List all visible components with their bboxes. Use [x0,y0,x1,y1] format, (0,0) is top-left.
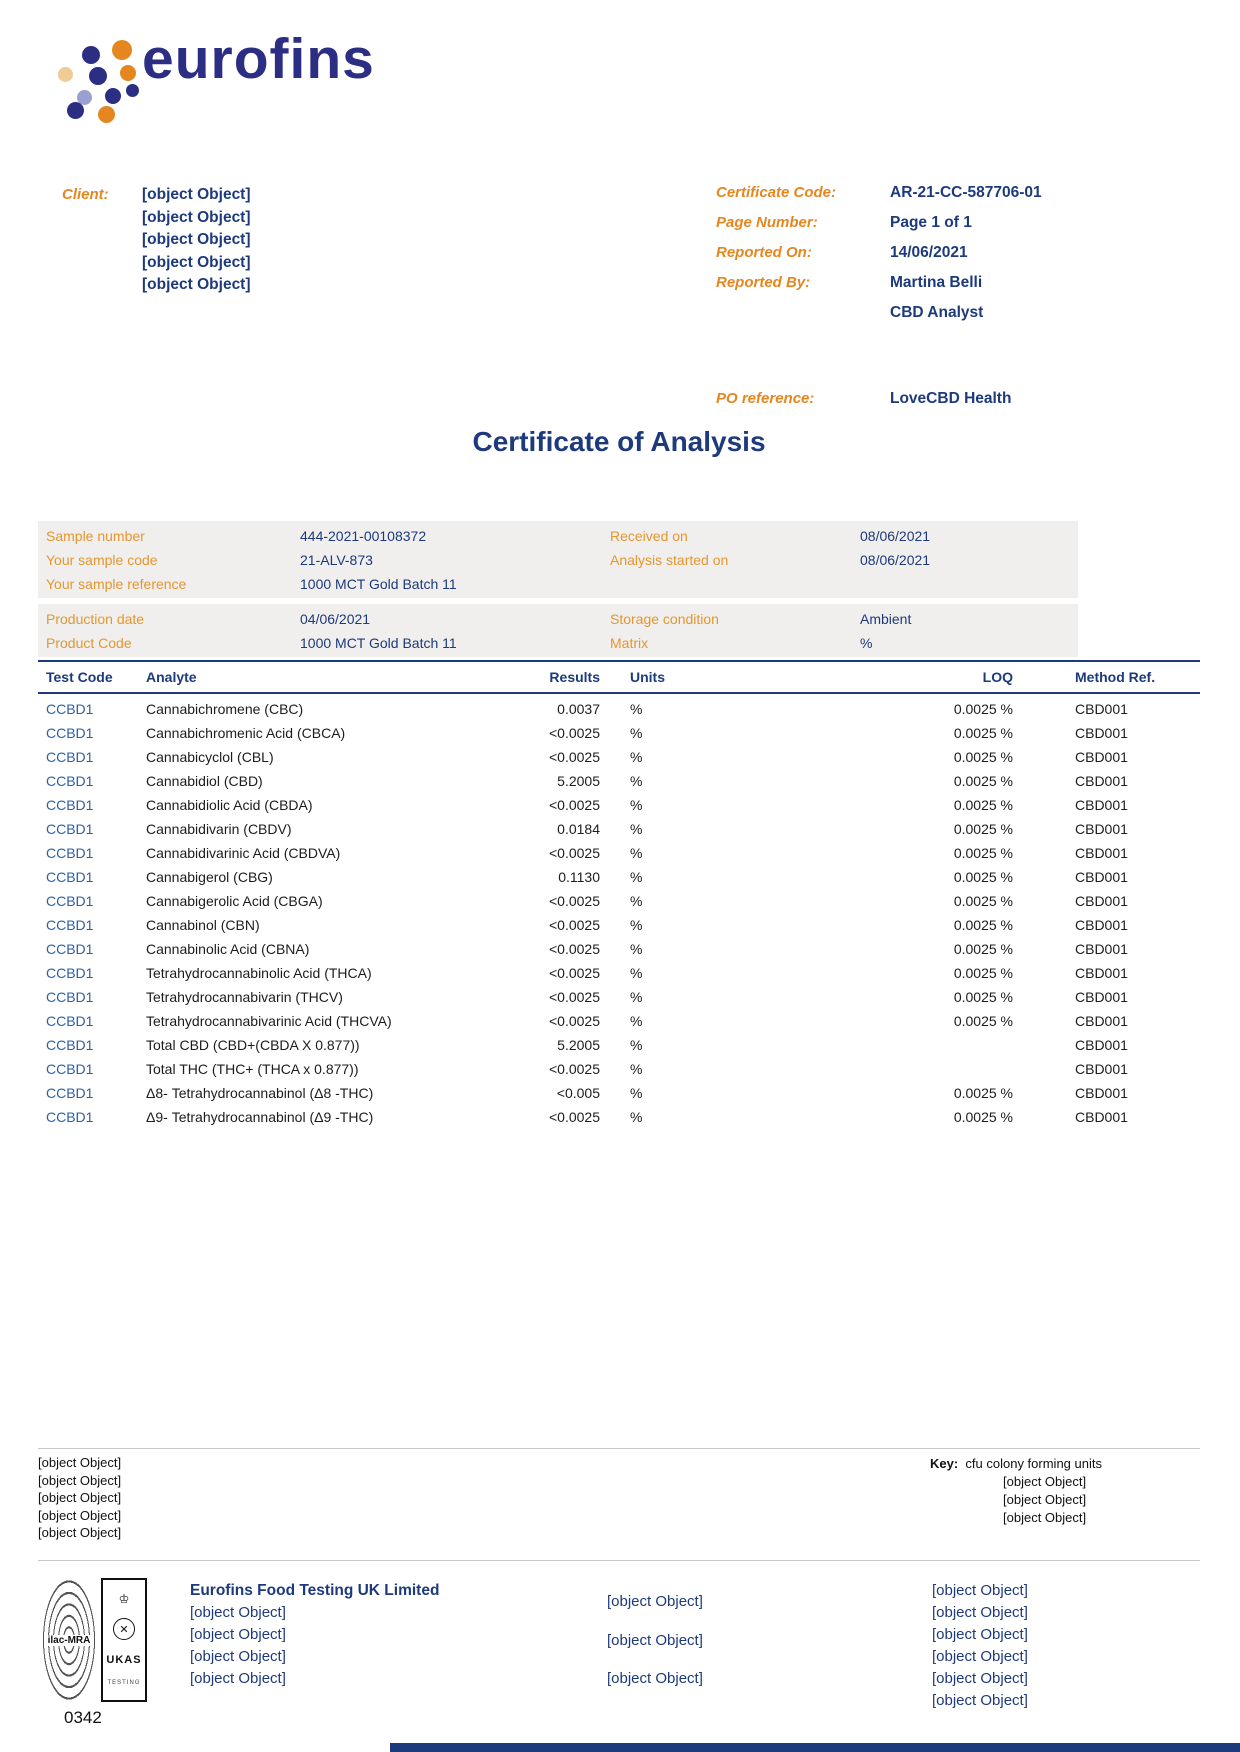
cell-result: <0.0025 [549,917,600,933]
cell-test-code: CCBD1 [46,749,94,765]
cell-units: % [630,773,643,789]
cell-result: 0.0184 [557,821,600,837]
footer-registered-office [932,1580,1028,1712]
product-info-value: Ambient [860,611,912,627]
disclaimer-line: [object Object] [38,1525,122,1541]
product-info-value: 1000 MCT Gold Batch 11 [300,635,457,651]
footer-company-address [190,1602,439,1690]
disclaimer-line: [object Object] [38,1455,122,1470]
po-reference-label: PO reference: [716,390,815,407]
po-reference-row [716,390,1011,408]
cell-result: 5.2005 [557,1037,600,1053]
cell-analyte: Cannabinolic Acid (CBNA) [146,941,310,957]
table-row [38,913,1200,937]
meta-value: AR-21-CC-587706-01 [890,184,1042,201]
header-test-code: Test Code [46,669,113,685]
cell-method-ref: CBD001 [1075,1037,1128,1053]
product-info-row [46,631,1078,655]
cell-method-ref: CBD001 [1075,989,1128,1005]
product-info-value: 04/06/2021 [300,611,371,627]
cell-test-code: CCBD1 [46,821,94,837]
cell-units: % [630,917,643,933]
footer-address-line: [object Object] [190,1648,286,1665]
sample-info-value: 08/06/2021 [860,552,931,568]
table-row [38,817,1200,841]
cell-test-code: CCBD1 [46,1109,94,1125]
footer-address-line: [object Object] [190,1604,286,1621]
key-label: Key: [930,1456,959,1471]
meta-row [716,184,1042,214]
cell-units: % [630,1109,643,1125]
table-row [38,961,1200,985]
sample-info-label: Analysis started on [610,552,729,568]
cell-units: % [630,1037,643,1053]
cell-units: % [630,989,643,1005]
header-analyte: Analyte [146,669,197,685]
cell-method-ref: CBD001 [1075,941,1128,957]
meta-label: Page Number: [716,214,818,231]
cell-analyte: Cannabigerolic Acid (CBGA) [146,893,323,909]
cell-result: <0.0025 [549,989,600,1005]
divider-top [38,1448,1200,1449]
cell-result: <0.0025 [549,797,600,813]
footer-contact-line: [object Object] [607,1593,703,1610]
key-cfu: cfu colony forming units [958,1456,1102,1471]
cell-result: <0.0025 [549,1109,600,1125]
key-items [1003,1473,1086,1527]
cell-analyte: Tetrahydrocannabivarin (THCV) [146,989,343,1005]
cell-analyte: Cannabidivarinic Acid (CBDVA) [146,845,341,861]
table-row [38,889,1200,913]
ukas-label: UKAS [106,1654,142,1666]
ukas-logo-icon [101,1578,147,1702]
table-row [38,745,1200,769]
cell-loq: 0.0025 % [953,941,1013,957]
cell-method-ref: CBD001 [1075,797,1128,813]
meta-row [716,274,1042,304]
cell-loq: 0.0025 % [953,1013,1013,1029]
table-row [38,985,1200,1009]
cell-result: <0.0025 [549,749,600,765]
cell-result: <0.0025 [549,941,600,957]
cell-analyte: Cannabidiol (CBD) [146,773,263,789]
results-table-header [38,660,1200,694]
meta-value: Page 1 of 1 [890,214,972,231]
header-units: Units [630,669,665,685]
table-row [38,841,1200,865]
key-item: [object Object] [1003,1510,1087,1525]
cell-test-code: CCBD1 [46,893,94,909]
sample-info-block [38,521,1078,598]
results-table [38,660,1200,1129]
cell-loq: 0.0025 % [953,821,1013,837]
cell-loq: 0.0025 % [953,845,1013,861]
cell-method-ref: CBD001 [1075,917,1128,933]
cell-units: % [630,701,643,717]
cell-test-code: CCBD1 [46,941,94,957]
table-row [38,937,1200,961]
cell-result: 0.1130 [558,869,600,885]
page-title: Certificate of Analysis [472,426,766,457]
cell-loq: 0.0025 % [953,773,1013,789]
sample-info-row [46,524,1078,548]
cell-test-code: CCBD1 [46,1061,94,1077]
client-address-line: [object Object] [142,208,251,226]
sample-info-value: 08/06/2021 [860,528,931,544]
cell-result: <0.0025 [549,845,600,861]
cell-analyte: Cannabinol (CBN) [146,917,260,933]
disclaimer-text [38,1454,121,1542]
cell-analyte: Δ8- Tetrahydrocannabinol (Δ8 -THC) [146,1085,374,1101]
meta-label: Reported By: [716,274,811,291]
cell-loq: 0.0025 % [953,1085,1013,1101]
sample-info-value: 21-ALV-873 [300,552,373,568]
disclaimer-line: [object Object] [38,1507,122,1523]
cell-loq: 0.0025 % [953,797,1013,813]
footer-registered-line: [object Object] [932,1648,1028,1665]
meta-row [716,214,1042,244]
eurofins-wordmark: eurofins [142,27,375,91]
cell-units: % [630,965,643,981]
cell-units: % [630,1085,643,1101]
product-info-label: Production date [46,611,145,627]
cell-loq: 0.0025 % [953,701,1013,717]
footer-registered-line: [object Object] [932,1626,1028,1643]
cell-units: % [630,1013,643,1029]
cell-loq: 0.0025 % [953,989,1013,1005]
accreditation-number: 0342 [64,1708,102,1727]
cell-units: % [630,749,643,765]
cell-test-code: CCBD1 [46,845,94,861]
product-info-value: % [860,635,873,651]
cell-method-ref: CBD001 [1075,1061,1128,1077]
meta-label: Reported On: [716,244,812,261]
cell-loq: 0.0025 % [953,917,1013,933]
disclaimer-line: [object Object] [38,1490,122,1506]
table-row [38,1081,1200,1105]
cell-result: <0.005 [556,1085,600,1101]
cell-method-ref: CBD001 [1075,965,1128,981]
eurofins-logo-icon [56,36,142,118]
cell-result: <0.0025 [549,725,600,741]
client-address-line: [object Object] [142,231,251,248]
table-row [38,865,1200,889]
key-first-line [930,1455,1102,1473]
cell-units: % [630,893,643,909]
cell-analyte: Tetrahydrocannabivarinic Acid (THCVA) [146,1013,392,1029]
sample-info-label: Sample number [46,528,145,544]
footer-company-name: Eurofins Food Testing UK Limited [190,1582,440,1599]
cell-loq: 0.0025 % [953,869,1013,885]
table-row [38,1009,1200,1033]
cell-loq: 0.0025 % [953,749,1013,765]
product-info-label: Matrix [610,635,649,651]
cell-result: <0.0025 [549,1013,600,1029]
results-table-body [38,694,1200,1129]
table-row [38,1105,1200,1129]
cell-test-code: CCBD1 [46,917,94,933]
footer-contact-line: [object Object] [607,1670,703,1687]
header-results: Results [549,669,600,685]
cell-method-ref: CBD001 [1075,725,1128,741]
product-info-block [38,604,1078,657]
table-row [38,1033,1200,1057]
cell-test-code: CCBD1 [46,773,94,789]
footer-registered-line: [object Object] [932,1692,1028,1709]
cell-loq: 0.0025 % [953,965,1013,981]
meta-label: Certificate Code: [716,184,837,201]
client-address-line: [object Object] [142,186,251,203]
footer-registered-line: [object Object] [932,1604,1028,1621]
cell-test-code: CCBD1 [46,701,94,717]
cell-method-ref: CBD001 [1075,1109,1128,1125]
cell-loq: 0.0025 % [953,1109,1013,1125]
cell-test-code: CCBD1 [46,1013,94,1029]
cell-test-code: CCBD1 [46,797,94,813]
divider-bottom [38,1560,1200,1561]
cell-loq: 0.0025 % [953,725,1013,741]
cell-test-code: CCBD1 [46,869,94,885]
footer-address-line: [object Object] [190,1626,286,1643]
footer-company [190,1580,439,1690]
sample-info-label: Received on [610,528,688,544]
ukas-sub-label: TESTING [107,1680,141,1686]
cell-analyte: Cannabidiolic Acid (CBDA) [146,797,313,813]
meta-row [716,304,1042,334]
sample-info-label: Your sample code [46,552,158,568]
cell-units: % [630,941,643,957]
table-row [38,1057,1200,1081]
cell-analyte: Tetrahydrocannabinolic Acid (THCA) [146,965,372,981]
key-item: [object Object] [1003,1492,1087,1507]
client-address-line: [object Object] [142,276,251,293]
sample-info-value: 444-2021-00108372 [300,528,427,544]
cell-method-ref: CBD001 [1075,869,1128,885]
cell-method-ref: CBD001 [1075,1085,1128,1101]
product-info-row [46,607,1078,631]
cell-units: % [630,869,643,885]
cell-result: 5.2005 [557,773,600,789]
cell-method-ref: CBD001 [1075,773,1128,789]
cell-method-ref: CBD001 [1075,701,1128,717]
cell-method-ref: CBD001 [1075,893,1128,909]
cell-analyte: Total THC (THC+ (THCA x 0.877)) [146,1061,359,1077]
table-row [38,721,1200,745]
footer-contact [607,1583,703,1699]
bottom-accent-bar [390,1743,1240,1752]
sample-info-label: Your sample reference [46,576,187,592]
table-row [38,697,1200,721]
cell-analyte: Cannabichromene (CBC) [146,701,304,717]
cell-loq: 0.0025 % [953,893,1013,909]
footer-address-line: [object Object] [190,1670,286,1687]
cell-test-code: CCBD1 [46,989,94,1005]
meta-value: Martina Belli [890,274,983,291]
header-loq: LOQ [982,669,1013,685]
cell-test-code: CCBD1 [46,965,94,981]
cell-analyte: Total CBD (CBD+(CBDA X 0.877)) [146,1037,360,1053]
cell-result: <0.0025 [549,965,600,981]
cell-test-code: CCBD1 [46,1085,94,1101]
cell-method-ref: CBD001 [1075,821,1128,837]
cell-units: % [630,845,643,861]
certificate-meta [716,184,1042,334]
client-address [142,184,251,297]
sample-info-row [46,548,1078,572]
cell-units: % [630,821,643,837]
cell-result: 0.0037 [557,701,600,717]
cell-test-code: CCBD1 [46,1037,94,1053]
ukas-emblem-icon: ✕ [113,1618,135,1640]
ilac-mra-logo-icon [42,1578,96,1702]
cell-units: % [630,797,643,813]
sample-info-value: 1000 MCT Gold Batch 11 [300,576,457,592]
cell-result: <0.0025 [549,893,600,909]
client-address-line: [object Object] [142,253,251,271]
footer-registered-line: [object Object] [932,1582,1028,1599]
client-label: Client: [62,186,109,203]
product-info-label: Storage condition [610,611,719,627]
table-row [38,793,1200,817]
meta-value: 14/06/2021 [890,244,968,261]
cell-analyte: Cannabigerol (CBG) [146,869,273,885]
footer-registered-line: [object Object] [932,1670,1028,1687]
ilac-mra-label: ilac-MRA [47,1634,91,1646]
product-info-label: Product Code [46,635,132,651]
footer-contact-line: [object Object] [607,1631,703,1649]
key-block [930,1455,1102,1525]
cell-units: % [630,725,643,741]
table-row [38,769,1200,793]
cell-method-ref: CBD001 [1075,749,1128,765]
key-item: [object Object] [1003,1474,1087,1489]
cell-result: <0.0025 [549,1061,600,1077]
cell-analyte: Cannabidivarin (CBDV) [146,821,292,837]
cell-method-ref: CBD001 [1075,845,1128,861]
cell-test-code: CCBD1 [46,725,94,741]
sample-info-row [46,572,1078,596]
cell-units: % [630,1061,643,1077]
disclaimer-line: [object Object] [38,1472,122,1488]
cell-analyte: Cannabichromenic Acid (CBCA) [146,725,346,741]
header-method-ref: Method Ref. [1075,669,1156,685]
meta-value: CBD Analyst [890,304,984,321]
cell-analyte: Δ9- Tetrahydrocannabinol (Δ9 -THC) [146,1109,374,1125]
cell-analyte: Cannabicyclol (CBL) [146,749,274,765]
cell-method-ref: CBD001 [1075,1013,1128,1029]
meta-row [716,244,1042,274]
crown-icon: ♔ [118,1592,130,1606]
po-reference-value: LoveCBD Health [890,390,1012,407]
